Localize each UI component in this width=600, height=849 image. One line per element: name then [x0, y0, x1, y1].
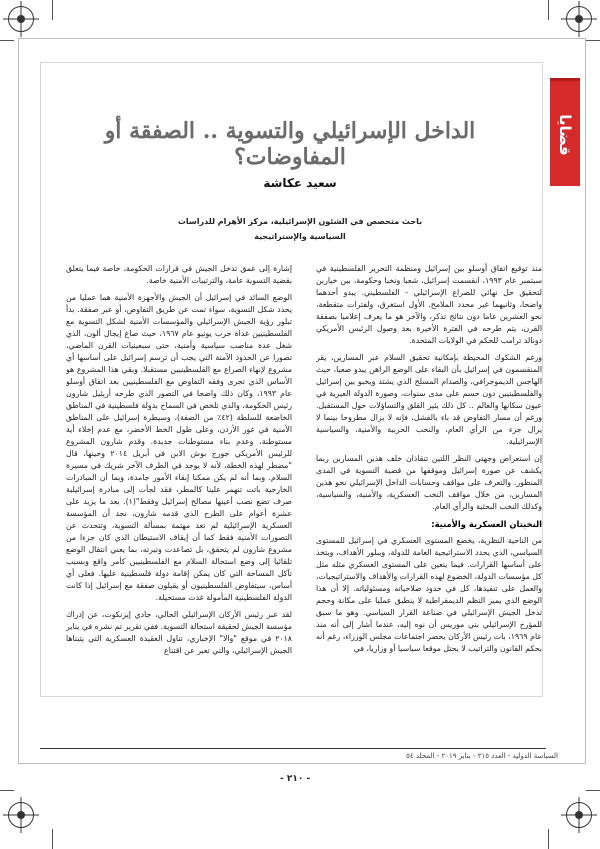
registration-mark-bottom-right	[566, 802, 592, 828]
paragraph: إشارة إلى عمق تدخل الجيش في قرارات الحكومة، خاصة فيما يتعلق بقضية التسوية عامة، والترتيبات الأمنية خاصة.	[66, 264, 292, 285]
crop-mark	[52, 0, 53, 20]
paragraph: إن استعراض وجهتي النظر اللتين تتقاذان خلف هذين المسارين ربما يكشف عن صورة إسرائيل وموقفها من قضية التسوية في المدى المنظور. والتعرف على مواقف وحسابات الداخل الإسرائيلي نحو هذين المسارين، من خلال مواقف النخب العسكرية، والأمنية، والسياسية، وكذلك النخب البحثية والرأي العام.	[316, 454, 542, 511]
paragraph: لقد عبر رئيس الأركان الإسرائيلي الحالي، جادي إيزنكوت، عن إدراك مؤسسة الجيش لحقيقة استحالة التسوية. ففي تقرير تم نشره في يناير ٢٠١٨ في موقع "والا" الإخباري، تناول العقيدة العسكرية التي يتبناها الجيش الإسرائيلي، والتي تعبر عن اقتناع	[66, 610, 292, 655]
footer-rule	[40, 748, 546, 749]
article-title: الداخل الإسرائيلي والتسوية .. الصفقة أو المفاوضات؟	[104, 118, 476, 170]
page-number: - ٢١٠ -	[280, 774, 311, 784]
crop-mark	[586, 40, 600, 41]
affiliation-line-2: السياسية والإستراتيجية	[254, 232, 346, 241]
affiliation-line-1: باحث متخصص في الشئون الإسرائيلية، مركز الأهرام للدراسات	[177, 217, 423, 226]
journal-footer: السياسة الدولية - العدد ٢١٥ - يناير ٢٠١٩ - المجلد ٥٤	[406, 752, 558, 760]
paragraph: منذ توقيع اتفاق أوسلو بين إسرائيل ومنظمة التحرير الفلسطينية في سبتمبر عام ١٩٩٣، انقسمت إسرائيل، شعبا ونخبا وحكومة، بين خيارين لتحقيق حل نهائي للصراع الإسرائيلي - الفلسطيني. يبدو أحدهما واضحا، وثانيهما غير محدد الملامح. الأول استغرق، ولفترات متقطعة، نحو العشرين عاما دون نتائج تذكر، والآخر هو ما يعرف إعلاميا بصفقة القرن، يتم طرحه في الفترة الأخيرة بعد وصول الرئيس الأمريكي دونالد ترامب للحكم في الولايات المتحدة.	[316, 264, 542, 345]
crop-mark	[0, 40, 14, 41]
article-author: سعيد عكاشة	[263, 176, 337, 190]
registration-mark-top-left	[8, 6, 34, 32]
crop-mark	[52, 829, 53, 849]
crop-mark	[548, 0, 549, 20]
paragraph: ورغم الشكوك المحيطة بإمكانية تحقيق السلام عبر المسارين، يقر المنقسمون في إسرائيل بأن البقاء على الوضع الراهن يبدو صعبا، حيث الهاجس الديموجرافي، والصدام المسلح الذي يشتد ويخبو بين إسرائيل والفلسطينيين دون حسم على مدى سنوات، وصورة الدولة العبرية في عيون سكانها والعالم .. كل ذلك يثير القلق والتساؤلات حول المستقبل. ورغم أن مسار التفاوض قد باء بالفشل، فإنه لا يزال مطروحا بينما لا يزال جزء من الرأي العام، والنخب الحزبية والأمنية، والسياسية الإسرائيلية.	[316, 353, 542, 446]
crop-mark	[0, 790, 14, 791]
registration-mark-top-right	[566, 6, 592, 32]
author-affiliation	[150, 214, 450, 244]
paragraph: الوضع السائد في إسرائيل أن الجيش والأجهزة الأمنية هما عمليا من يحدد شكل التسوية، سواء تمت عن طريق التفاوض، أو عبر صفقة. بدأ تبلور رؤية الجيش الإسرائيلي والمؤسسات الأمنية لشكل التسوية مع الفلسطينيين غداة حرب يونيو عام ١٩٦٧، حيث صاغ إيجال ألون، الذي شغل عدة مناصب سياسية وأمنية، حتى سبعينيات القرن الماضي، تصورا عن الحدود الآمنة التي يجب أن ترسم إسرائيل على أساسها أي مشروع لإنهاء الصراع مع الفلسطينيين مستقبلا. وبقي هذا المشروع هو الأساس الذي تجرى وفقه التفاوض مع الفلسطينيين بعد اتفاق أوسلو عام ١٩٩٣، وكان ذلك واضحا في التصور الذي طرحه أريئيل شارون رئيس الحكومة، والذي تلخص في السماح بدولة فلسطينية في المناطق الخاضعة للسلطة (٤٢٪ من الضفة)، وسيطرة إسرائيل على المناطق الأمنية في غور الأردن، وعلى طول الخط الأخضر، مع عدم إخلاء أية مستوطنة، وعدم بناء مستوطنات جديدة. وقدم شارون المشروع للرئيس الأمريكي جورج بوش الابن في أبريل ٢٠١٤ وحينها، قال "مضطر لهذه الخطة، لأنه لا يوجد في الطرف الآخر شريك في مسيرة السلام. وبما أنه لم يكن ممكنا إبقاء الأمور جامدة، وبما أن المبادرات الخارجية باتت تنهمر علينا كالمطر، فقد لجأت إلى مبادرة إسرائيلية صرف تضع نصب أعينها مصالح إسرائيل وفقط"(١). بعد ما يزيد على عشرة أعوام على الطرح الذي قدمه شارون، نجد أن المؤسسة العسكرية الإسرائيلية لم تعد مهتمة بمسألة التسوية، وتتحدث عن التصورات الأمنية فقط كما أن إيقاف الاستيطان الذي كان جزءا من مشروع شارون لم يتحقق، بل تصاعدت وتيرته، بما يعني انتقال الوضع تلقائيا إلى وضع استحالة السلام مع الفلسطينيين كأمر واقع وبسبب تآكل المساحة التي كان يمكن إقامة دولة فلسطينية عليها. فعلى أي أساس، سيتفاوض الفلسطينيون أو يقبلون صفقة مع إسرائيل إذا كانت الدولة الفلسطينية المأمولة غدت مستحيلة.	[66, 293, 292, 602]
paragraph: من الناحية النظرية، يخضع المستوى العسكري في إسرائيل للمستوى السياسي، الذي يحدد الاستراتيجية العامة للدولة، ويبلور الأهداف، ويتخذ على أساسها القرارات. فيما يتعين على المستوى العسكري مثله مثل كل مؤسسات الدولة، الخضوع لهذه القرارات والأهداف والاستراتيجيات، والعمل على تنفيذها، كل في حدود صلاحياته ومسئولياته. إلا أن هذا الوضع الذي يميز النظم الديمقراطية لا ينطبق عمليا على مكانة وحجم تدخل الجيش الإسرائيلي في صناعة القرار السياسي. وهو ما سبق للمؤرخ الإسرائيلي بني موريس أن نوه إليه، عندما أشار إلى أنه منذ عام ١٩٦٩، بات رئيس الأركان يحضر اجتماعات مجلس الوزراء، رغم أنه بحكم القانون والتراتيب لا يحتل موقعا سياسيا أو وزاريا، في	[316, 536, 542, 653]
section-label: قضايا	[556, 114, 574, 156]
registration-mark-bottom-left	[8, 802, 34, 828]
body-column-left	[66, 263, 292, 662]
crop-mark	[548, 829, 549, 849]
crop-mark	[586, 790, 600, 791]
body-column-right	[316, 263, 542, 660]
section-heading: النخبتان العسكرية والأمنية:	[431, 519, 542, 529]
section-tab	[550, 78, 580, 186]
